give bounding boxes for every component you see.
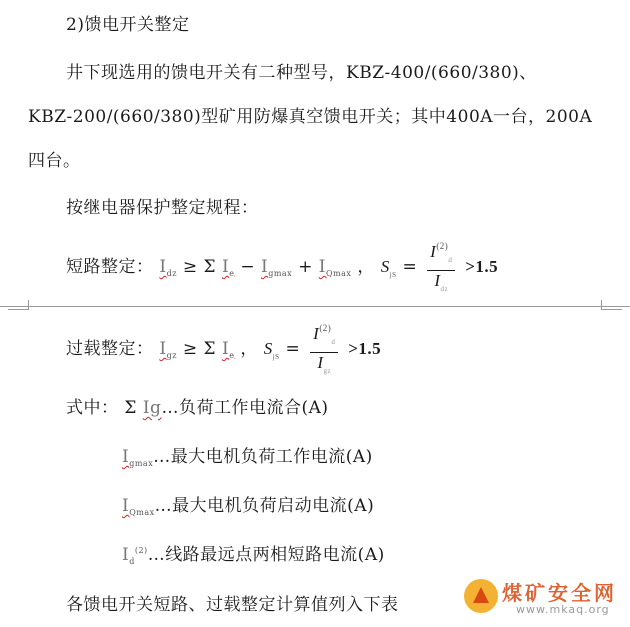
intro-paragraph-line-1: 井下现选用的馈电开关有二种型号，KBZ-400/(660/380)、: [66, 63, 537, 83]
page-break-divider: [0, 300, 630, 314]
page-corner-mark-left: [8, 300, 29, 310]
equals-sign: =: [402, 257, 418, 277]
sensitivity-symbol: $S_{jS}$: [380, 257, 397, 279]
watermark-url: www.mkaq.org: [516, 603, 610, 616]
sensitivity-fraction: [427, 236, 455, 299]
fraction-denominator: $I_{dz}$: [434, 271, 449, 293]
sigma-sign: Σ: [124, 398, 137, 418]
i-qmax-symbol: $I_{Qmax}$: [318, 257, 352, 278]
comma: ，: [357, 257, 375, 277]
section-heading: 2)馈电开关整定: [66, 15, 190, 35]
i-qmax-description: …最大电机负荷启动电流(A): [154, 496, 375, 516]
i-gz-symbol: $I_{gz}$: [159, 339, 177, 360]
where-line-1: [66, 393, 329, 418]
where-line-3: [122, 491, 374, 517]
overload-label: 过载整定：: [66, 339, 154, 359]
ig-description: …负荷工作电流合(A): [161, 398, 329, 418]
sensitivity-fraction: [310, 318, 338, 381]
watermark-site-name: 煤矿安全网: [502, 581, 617, 605]
page-corner-mark-right: [601, 300, 622, 310]
protection-rule-line: 按继电器保护整定规程：: [66, 198, 259, 218]
threshold-comparison: >1.5: [465, 257, 499, 276]
i-e-symbol: $I_e$: [221, 257, 235, 278]
intro-paragraph-line-3: 四台。: [28, 151, 81, 171]
i-gmax-symbol: $I_{gmax}$: [260, 257, 293, 278]
short-circuit-formula: [66, 236, 498, 299]
fraction-numerator: $I^{(2)}_d$: [427, 236, 455, 271]
equals-sign: =: [285, 339, 301, 359]
i-dz-symbol: $I_{dz}$: [159, 257, 177, 278]
ig-symbol: Ig: [142, 398, 162, 418]
closing-line: 各馈电开关短路、过载整定计算值列入下表: [66, 595, 399, 615]
i-gmax-symbol: $I_{gmax}$: [122, 447, 154, 468]
i-e-symbol: $I_e$: [221, 339, 235, 360]
site-watermark: [464, 575, 624, 619]
sensitivity-symbol: $S_{jS}$: [263, 339, 280, 361]
i-d2-symbol: $I_d^{(2)}$: [122, 545, 148, 566]
sigma-sign: Σ: [203, 339, 217, 359]
short-circuit-label: 短路整定：: [66, 257, 154, 277]
minus-sign: −: [240, 257, 256, 277]
where-line-2: [122, 442, 373, 468]
mine-logo-icon: [464, 579, 498, 613]
sigma-sign: Σ: [203, 257, 217, 277]
ge-sign: ≥: [182, 339, 198, 359]
i-qmax-symbol: $I_{Qmax}$: [122, 496, 155, 517]
comma: ，: [240, 339, 258, 359]
threshold-comparison: >1.5: [348, 339, 382, 358]
plus-sign: +: [298, 257, 313, 277]
overload-formula: [66, 318, 381, 381]
intro-paragraph-line-2: KBZ-200/(660/380)型矿用防爆真空馈电开关；其中400A一台，200A: [28, 107, 593, 127]
i-d2-description: …线路最远点两相短路电流(A): [147, 545, 385, 565]
where-line-4: [122, 540, 385, 566]
fraction-denominator: $I_{gz}$: [317, 353, 332, 375]
where-prefix: 式中：: [66, 398, 119, 418]
fraction-numerator: $I^{(2)}_d$: [310, 318, 338, 353]
i-gmax-description: …最大电机负荷工作电流(A): [153, 447, 373, 467]
ge-sign: ≥: [182, 257, 198, 277]
